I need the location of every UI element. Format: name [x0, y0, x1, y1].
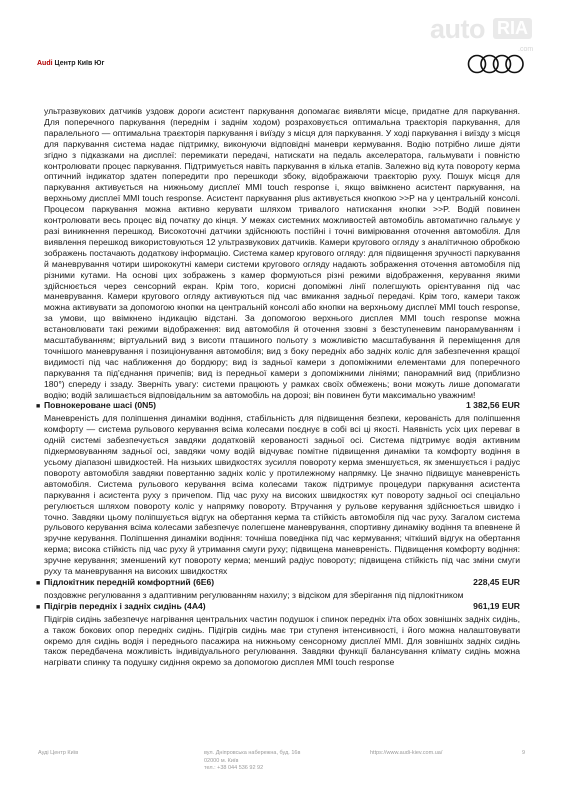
watermark-ria-text: RIA — [493, 18, 532, 39]
watermark-auto-text: auto — [430, 14, 485, 44]
option-description: поздовжнє регулювання з адаптивним регулюванням нахилу; з відсіком для зберігання під підлокітником — [44, 589, 464, 600]
option-name: Повнокероване шасі (0N5) — [44, 400, 157, 411]
option-header — [36, 601, 520, 614]
intro-paragraph: ультразвукових датчиків уздовж дороги асистент паркування допомагає виявляти місце, придатне для паркування. Для поперечного паркування (переднім і заднім ходом) розраховується оптимальна траєкторія паркування, для паралельного — оптимальна траєкторія паркування і виїзду з місця для паркування. У ході паркування і виїзду з місця для паркування система надає підтримку, виконуючи відповідні маневри кермування. Водію потрібно лише діяти згідно з підказками на дисплеї: перемикати передачі, натискати на педаль акселератора, гальмувати і повністю контролювати процес паркування. Підтримується навіть паркування в кілька етапів. Залежно від кута повороту керма оптичний індикатор здатен попередити про перешкоди збоку, відображаючи траєкторію руху. Пошук місця для паркування активується на нижньому дисплеї MMI touch response і, якщо ввімкнено асистент паркування, на верхньому дисплеї MMI touch response. Асистент паркування plus активується кнопкою >>P на у центральній консолі. Процесом паркування можна активно керувати шляхом тривалого натискання кнопки >>P. Водій повинен контролювати весь процес від початку до кінця. У межах системних можливостей автомобіль автоматично гальмує у разі виникнення перешкод. Високоточні датчики здійснюють постійні і точні вимірювання оточення автомобіля. Для виявлення перешкод використовуються 12 ультразвукових датчиків. Камери кругового огляду з аналітичною обробкою зображень постачають додаткову інформацію. Система камер кругового огляду: для підвищення зручності паркування й маневрування чотири ширококутні камери системи кругового огляду надають зображення оточення автомобіля під різними кутами. На основі цих зображень з камер формуються різні режими відображення, керування якими здійснюється через сенсорний екран. Крім того, корисні допоміжні лінії полегшують орієнтування під час маневрування. Камери кругового огляду активуються під час вмикання задньої передачі. Крім того, камери також можна активувати за допомогою кнопки на центральній консолі або кнопки на верхньому дисплеї MMI touch response, за умови, що ввімкнено індикацію відстані. За допомогою верхнього дисплея MMI touch response можна встановлювати такі режими відображення: вид автомобіля й оточення ззовні з безступеневим панорамуванням і масштабуванням; віртуальний вид з висоти пташиного польоту з можливістю масштабування й переміщення для точнішого маневрування і позиціонування автомобіля; вид з боку передніх або задніх коліс для забезпечення кращої видимості під час наближення до бордюру; вид із задньої камери з допоміжними елементами для поперечного паркування та під'єднання причепів; вид із передньої камери з допоміжними лініями; панорамний вид (приблизно 180°) спереду і ззаду. Зверніть увагу: системи працюють у рамках своїх обмежень; вони можуть лише допомагати водію; водій залишається відповідальним за автомобіль на дорозі; він повинен бути максимально уважним! — [44, 106, 520, 400]
option-price: 228,45 EUR — [473, 576, 520, 587]
option-header — [36, 577, 520, 590]
watermark-com-text: .com — [518, 46, 534, 53]
footer-company: Ауді Центр Київ — [38, 750, 79, 756]
audi-rings-logo — [467, 53, 525, 75]
option-description: Підігрів сидінь забезпечує нагрівання центральних частин подушок і спинок передніх і/та обох зовнішніх задніх сидінь, а також бокових опор передніх сидінь. Підігрів сидінь має три ступеня інтенсивності, і його можна налаштовувати окремо для сидінь водія і переднього пасажира на нижньому сенсорному дисплеї MMI. Для зовнішніх задніх сидінь також передбачена можливість індивідуального регулювання. Завдяки функції балансування клімату сидінь можна нагрівати спинку та подушку сидіння окремо за допомогою дисплея MMI touch response — [44, 613, 520, 668]
option-description: Маневреність для поліпшення динаміки водіння, стабільність для підвищення безпеки, керованість для поліпшення комфорту — система рульового керування всіма колесами поєднує в собі всі ці якості. Наявність усіх цих переваг в одній системі забезпечується завдяки додатковій керованості задньої осі. Система підтримує водія активним підкермовуванням задньої осі, завдяки чому водій відчуває помітне підвищення динаміки та комфорту водіння в усьому діапазоні швидкостей. На низьких швидкостях зусилля повороту керма зменшується, як зменшується і радіус повороту автомобіля завдяки повертанню задніх коліс у протилежному напрямку. Це значно підвищує маневреність автомобіля. Система рульового керування всіма колесами також підтримує процедури паркування асистента паркування і асистента руху з причепом. Під час руху на високих швидкостях кут повороту задньої осі спеціально регулюється шляхом повороту коліс у напрямку повороту. Втручання у рульове керування здійснюється швидко і точно. Завдяки цьому поліпшується відгук на обертання керма та стійкість автомобіля під час руху. Загалом система рульового керування всіма колесами забезпечує полегшене маневрування, спортивну динаміку водіння та впевнене й зручне керування. Поліпшення динаміки водіння: точніша поведінка під час кермування; чіткіший відгук на обертання керма; висока стійкість під час руху й утримання смуги руху; підвищена маневреність. Підвищення комфорту водіння: зручне керування; зменшений кут повороту керма; менший радіус повороту; підвищена стійкість під час зміни смуги руху та маневрування на високих швидкостях — [44, 413, 520, 577]
option-header — [36, 400, 520, 413]
page-number: 9 — [522, 750, 526, 756]
option-price: 1 382,56 EUR — [466, 400, 520, 411]
option-item — [36, 600, 520, 668]
dealer-name: Центр Київ Юг — [54, 60, 105, 67]
content-body — [36, 106, 520, 668]
bullet-icon: ■ — [36, 603, 41, 611]
option-name: Підігрів передніх і задніх сидінь (4A4) — [44, 600, 206, 611]
option-item — [36, 400, 520, 577]
dealer-header — [37, 60, 104, 67]
bullet-icon: ■ — [36, 403, 41, 411]
bullet-icon: ■ — [36, 579, 41, 587]
option-price: 961,19 EUR — [473, 600, 520, 611]
option-item — [36, 576, 520, 601]
option-name: Підлокітник передній комфортний (6E6) — [44, 576, 215, 587]
footer-address-line: 02000 м. Київ — [204, 757, 239, 764]
footer-address-line: тел.: +38 044 536 92 92 — [204, 765, 264, 771]
footer-address-line: вул. Дніпровська набережна, буд. 16в — [204, 750, 301, 756]
footer-website-link[interactable]: https://www.audi-kiev.com.ua/ — [370, 750, 443, 756]
footer-address — [204, 750, 324, 773]
dealer-brand: Audi — [37, 60, 53, 67]
